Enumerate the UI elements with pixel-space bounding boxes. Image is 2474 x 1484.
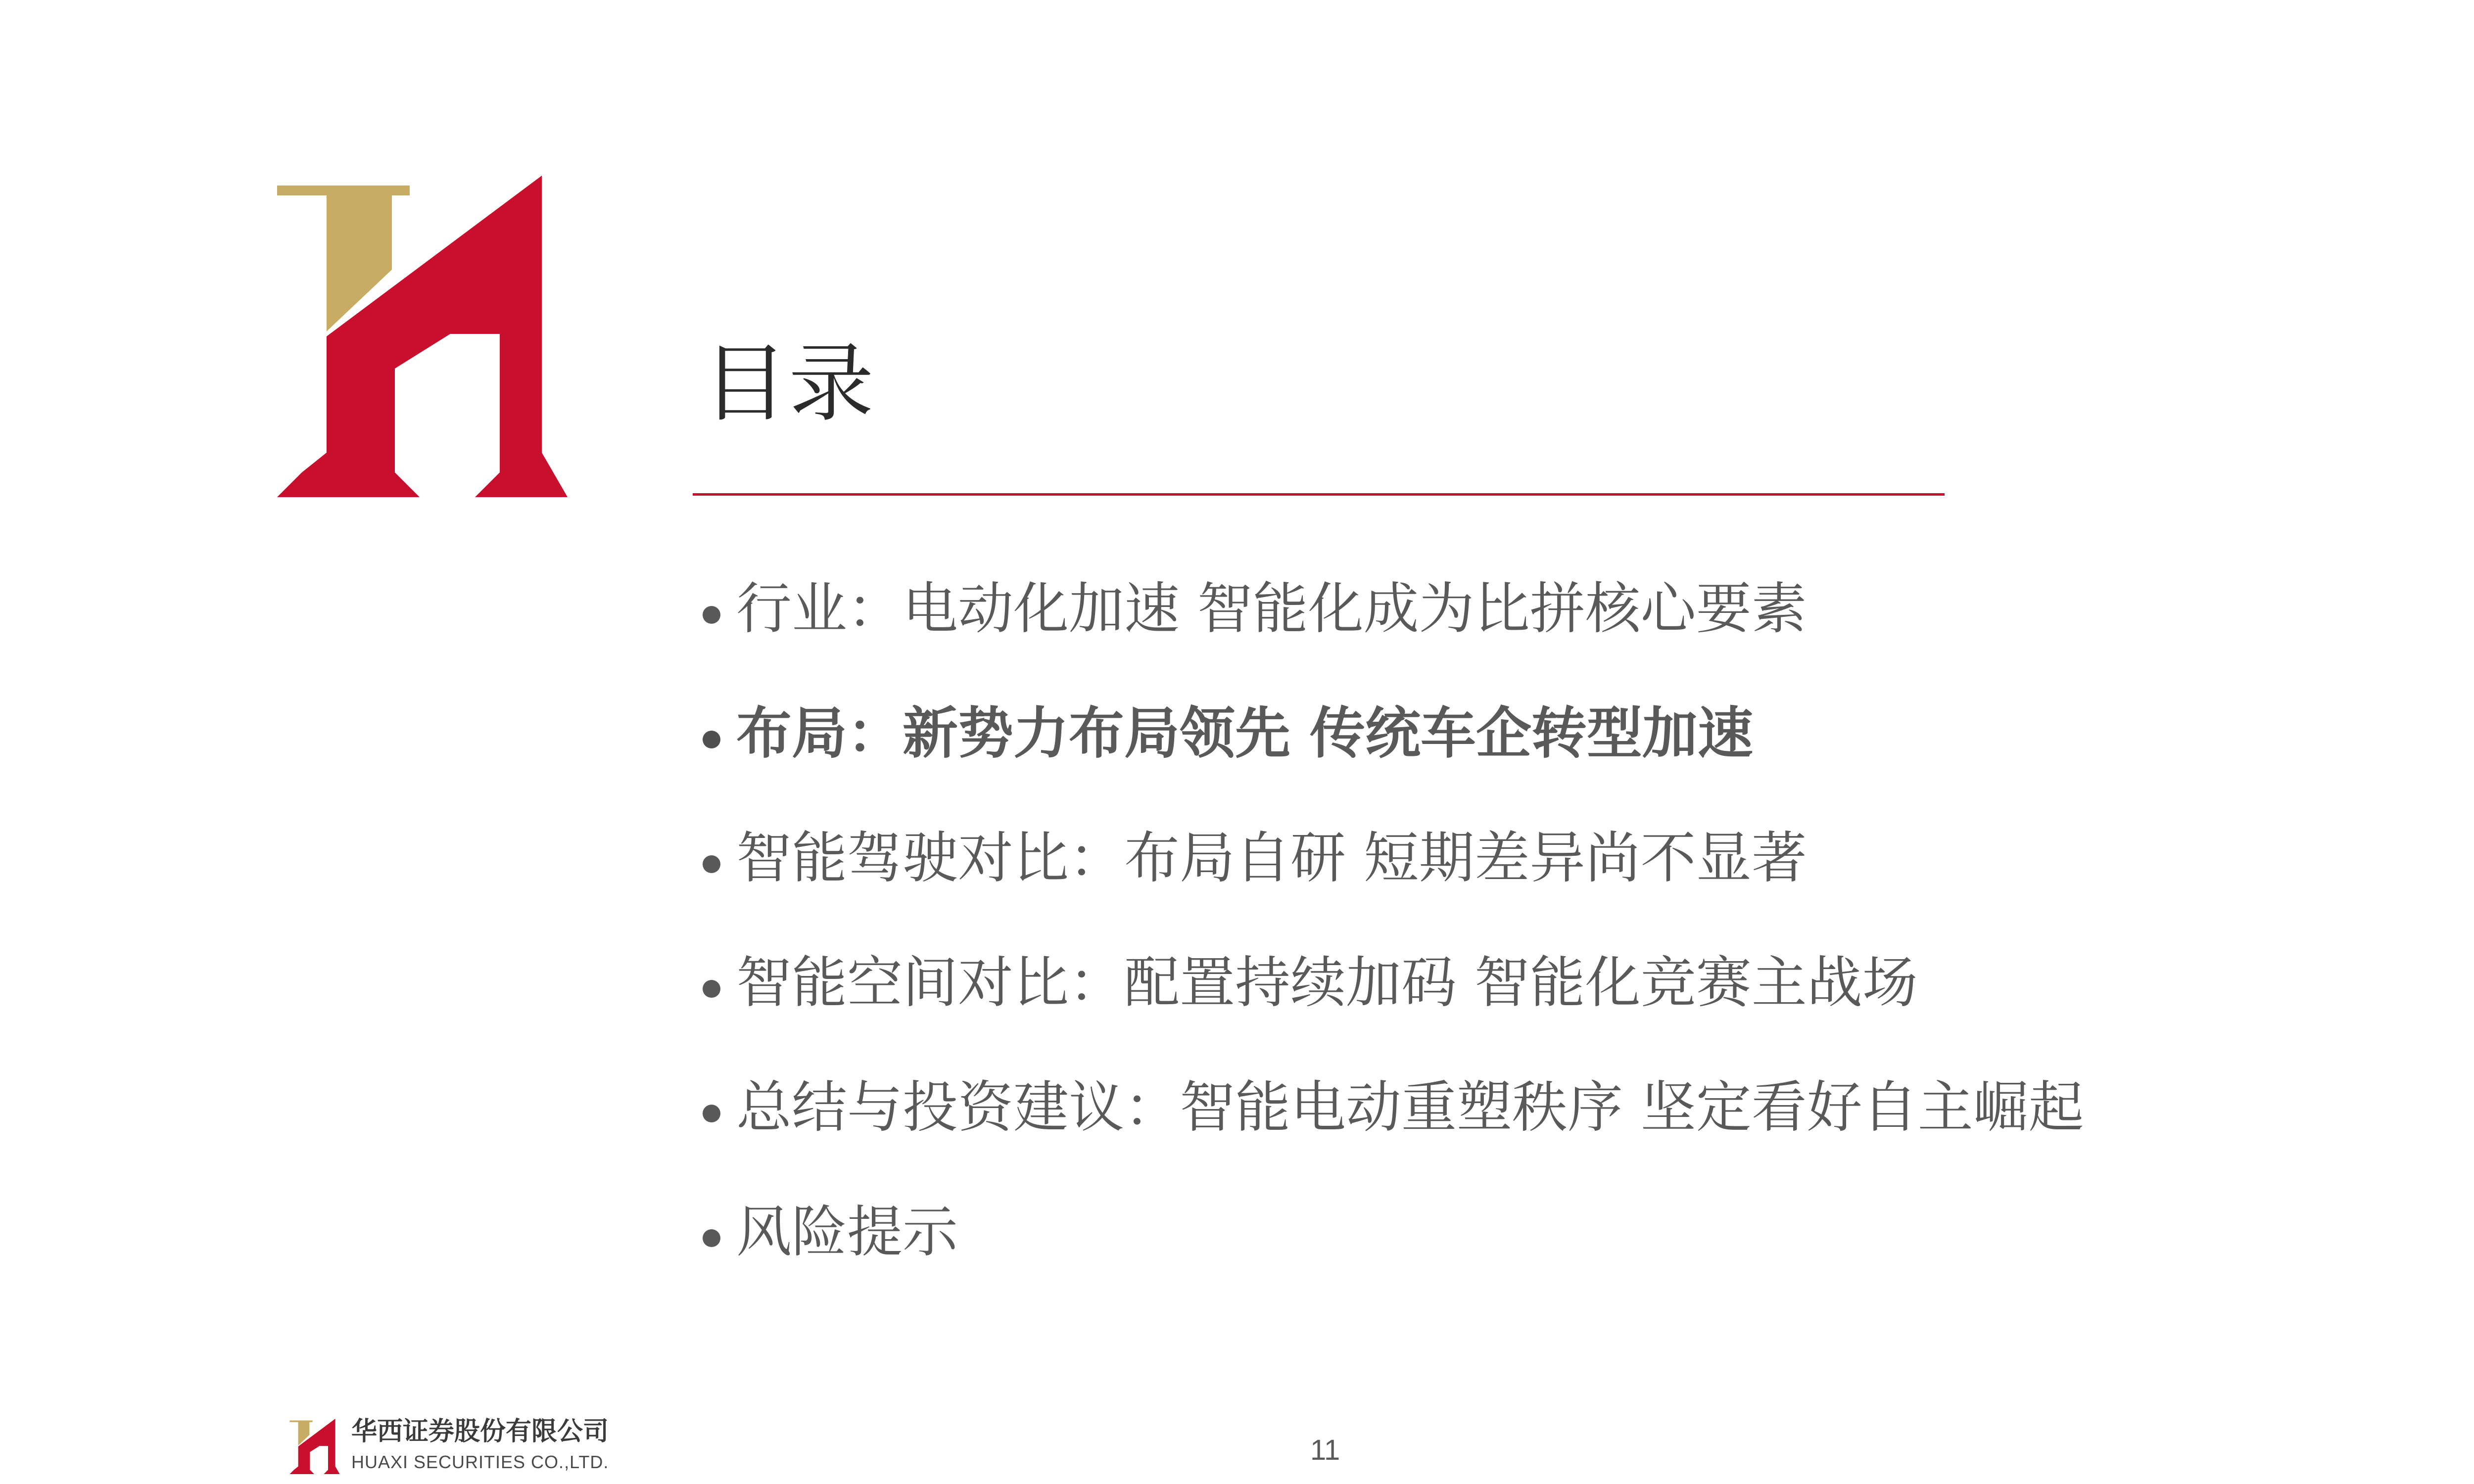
bullet-icon (703, 980, 720, 998)
toc-item-label: 行业：电动化加速 智能化成为比拼核心要素 (736, 577, 1807, 641)
company-name-en: HUAXI SECURITIES CO.,LTD. (351, 1452, 609, 1472)
page-title: 目录 (703, 334, 875, 433)
toc-item-risk[interactable] (703, 1202, 2084, 1327)
toc-item-label: 布局：新势力布局领先 传统车企转型加速 (736, 701, 1753, 766)
toc-item-industry[interactable] (703, 579, 2084, 703)
toc-item-label: 风险提示 (736, 1200, 958, 1264)
bullet-icon (703, 731, 720, 748)
table-of-contents (703, 579, 2084, 1327)
bullet-icon (703, 855, 720, 873)
bullet-icon (703, 1105, 720, 1122)
logo-red-shape (277, 176, 568, 497)
toc-item-summary[interactable] (703, 1077, 2084, 1202)
toc-item-label: 总结与投资建议：智能电动重塑秩序 坚定看好自主崛起 (736, 1075, 2084, 1140)
company-name-cn: 华西证券股份有限公司 (351, 1416, 609, 1446)
footer-logo-icon (287, 1419, 342, 1474)
toc-item-label: 智能空间对比：配置持续加码 智能化竞赛主战场 (736, 951, 1918, 1015)
toc-item-layout[interactable] (703, 703, 2084, 828)
bullet-icon (703, 606, 720, 624)
huaxi-logo (277, 176, 568, 497)
bullet-icon (703, 1229, 720, 1247)
toc-item-smart-space[interactable] (703, 953, 2084, 1077)
page-number: 11 (1310, 1434, 1340, 1466)
toc-item-label: 智能驾驶对比：布局自研 短期差异尚不显著 (736, 826, 1807, 890)
toc-item-smart-driving[interactable] (703, 828, 2084, 953)
title-divider (693, 493, 1945, 496)
